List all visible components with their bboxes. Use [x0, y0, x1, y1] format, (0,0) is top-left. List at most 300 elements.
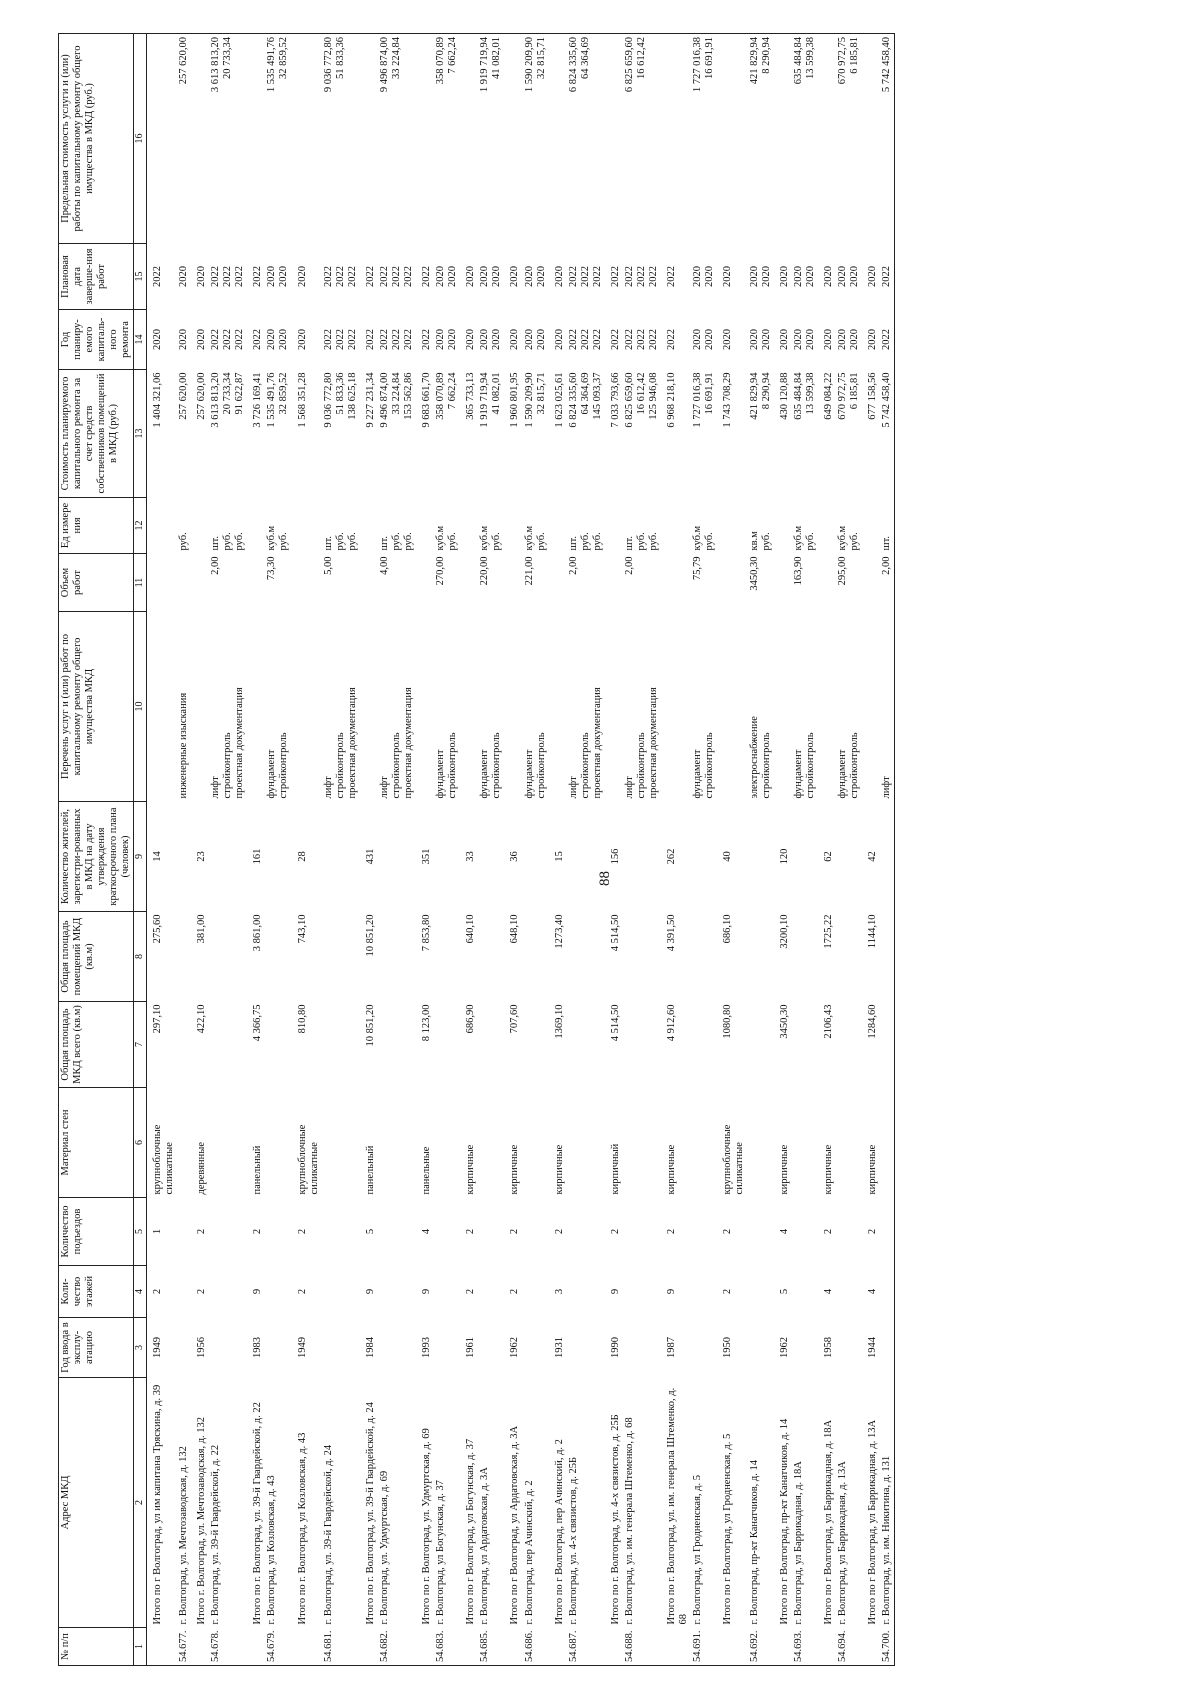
address: Итого по г. Волгоград, ул. 39-й Гвардейской, д. 22 [252, 1402, 264, 1625]
repair-year-line: 2020 [804, 329, 816, 350]
residents: 161 [252, 848, 264, 865]
completion-year [605, 244, 623, 310]
cost [717, 370, 747, 498]
unit-line: руб. [579, 532, 591, 551]
unit [661, 498, 691, 554]
work-type [177, 612, 191, 802]
floors [378, 1266, 416, 1318]
limit-cost [792, 34, 818, 244]
cost-line: 3 726 169,41 [252, 372, 264, 428]
work-volume-line: 220,00 [479, 556, 491, 586]
item-row [691, 34, 717, 1666]
completion-year-line: 2022 [666, 266, 678, 287]
limit-cost [360, 34, 378, 244]
work-volume-line [335, 557, 347, 609]
completion-year [434, 244, 460, 310]
cost [774, 370, 792, 498]
total-area [880, 1002, 895, 1088]
residents: 156 [609, 848, 621, 865]
work-type-line: стройконтроль [636, 732, 647, 799]
repair-year [792, 310, 818, 370]
row-number [460, 1628, 478, 1666]
wall-material: кирпичные [666, 1144, 678, 1195]
residents [322, 802, 360, 912]
cost [292, 370, 322, 498]
cost [523, 370, 549, 498]
premises-area [748, 912, 774, 1002]
repair-year [146, 310, 177, 370]
unit-line: руб. [704, 532, 716, 551]
row-number [146, 1628, 177, 1666]
entrances: 2 [196, 1228, 208, 1235]
work-volume-line [278, 557, 290, 609]
cost-line: 6 968 218,10 [666, 372, 678, 428]
total-area: 810,80 [296, 1004, 308, 1034]
floors [748, 1266, 774, 1318]
work-volume-line [196, 557, 208, 609]
completion-year-line: 2022 [567, 266, 579, 287]
cost [265, 370, 291, 498]
unit [836, 498, 862, 554]
wall-material [378, 1088, 416, 1198]
repair-year-line: 2020 [692, 329, 704, 350]
repair-year [661, 310, 691, 370]
cost-line: 358 070,89 [435, 372, 447, 420]
limit-cost-line: 33 224,84 [390, 37, 402, 79]
floors [836, 1266, 862, 1318]
wall-material [523, 1088, 549, 1198]
total-area: 1369,10 [553, 1004, 565, 1039]
limit-cost-line: 32 859,52 [278, 37, 290, 79]
entrances [523, 1198, 549, 1266]
repair-year-line: 2020 [447, 329, 459, 350]
rotated-table-canvas [58, 34, 1188, 1666]
cost-line: 670 972,75 [836, 372, 848, 420]
cost-line: 16 691,91 [704, 372, 716, 415]
row-number [717, 1628, 747, 1666]
work-volume-line: 2,00 [881, 556, 893, 575]
limit-cost-line: 670 972,75 [836, 37, 848, 85]
repair-year [623, 310, 661, 370]
limit-cost [818, 34, 836, 244]
premises-area: 4 391,50 [666, 914, 678, 952]
unit [416, 498, 434, 554]
year-built [792, 1318, 818, 1378]
address: Итого по г Волгоград, пр-кт Канатчиков, д. 14 [778, 1418, 790, 1625]
limit-cost-line: 13 599,38 [804, 37, 816, 79]
address: Итого по г Волгоград, ул Ардатовская, д. 3А [509, 1425, 521, 1625]
unit [504, 498, 522, 554]
unit [748, 498, 774, 554]
residents [209, 802, 247, 912]
cost-line: 7 662,24 [447, 372, 459, 410]
work-type [661, 612, 691, 802]
repair-year [549, 310, 567, 370]
completion-year-line: 2022 [346, 266, 358, 287]
unit [378, 498, 416, 554]
work-type-line: лифт [210, 776, 222, 799]
work-type [322, 612, 360, 802]
work-type-line: фундамент [792, 749, 804, 799]
work-type-line: стройконтроль [760, 732, 772, 799]
work-volume [434, 554, 460, 612]
unit-line [465, 501, 477, 551]
completion-year-line: 2022 [609, 266, 621, 287]
work-type-line: фундамент [836, 749, 848, 799]
repair-year [416, 310, 434, 370]
repair-year-line: 2020 [722, 329, 734, 350]
address: г. Волгоград, ул. им. генерала Штеменко, д. 68 [623, 1417, 635, 1625]
work-type [478, 612, 504, 802]
work-volume [460, 554, 478, 612]
premises-area [478, 912, 504, 1002]
work-volume-line [491, 557, 503, 609]
entrances [378, 1198, 416, 1266]
cost-line: 257 620,00 [178, 372, 189, 420]
premises-area [792, 912, 818, 1002]
entrances: 2 [609, 1228, 621, 1235]
premises-area [209, 912, 247, 1002]
address: Итого по г Волгоград, ул Гродненская, д. 5 [722, 1433, 734, 1625]
entrances: 4 [421, 1228, 433, 1235]
residents: 28 [296, 851, 308, 862]
cost-line: 3 613 813,20 [210, 372, 222, 428]
limit-cost-line: 32 815,71 [535, 37, 547, 79]
row-number: 54.682. [378, 1628, 416, 1666]
cost [504, 370, 522, 498]
cost [146, 370, 177, 498]
work-type-line: стройконтроль [334, 732, 346, 799]
residents [792, 802, 818, 912]
entrances [748, 1198, 774, 1266]
completion-year-line: 2020 [523, 266, 535, 287]
limit-cost-line [779, 37, 791, 241]
residents [378, 802, 416, 912]
wall-material [322, 1088, 360, 1198]
repair-year-line: 2020 [535, 329, 547, 350]
residents [748, 802, 774, 912]
premises-area: 7 853,80 [421, 914, 433, 952]
unit [292, 498, 322, 554]
cost [818, 370, 836, 498]
cost-line: 677 158,56 [867, 372, 878, 420]
cost-line: 33 224,84 [390, 372, 402, 415]
unit-line: руб. [178, 532, 189, 551]
row-number [360, 1628, 378, 1666]
limit-cost [292, 34, 322, 244]
total-row [247, 34, 265, 1666]
cost [748, 370, 774, 498]
address: Итого по г. Волгоград, ул. 39-й Гвардейской, д. 24 [364, 1402, 376, 1625]
unit-line [722, 501, 734, 551]
column-number: 1 [134, 1628, 147, 1666]
entrances [434, 1198, 460, 1266]
address: г. Волгоград, пер Ачинский, д. 2 [523, 1480, 535, 1625]
work-type-line: стройконтроль [704, 732, 716, 799]
row-number [191, 1628, 209, 1666]
cost [177, 370, 191, 498]
row-number [862, 1628, 880, 1666]
completion-year-line: 2020 [553, 266, 565, 287]
cost-line: 125 946,08 [648, 372, 660, 420]
limit-cost-line [403, 37, 415, 241]
wall-material: деревянные [196, 1141, 208, 1195]
unit-line [365, 501, 377, 551]
repair-year-line: 2020 [792, 329, 804, 350]
completion-year-line: 2022 [881, 266, 893, 287]
repair-year-line: 2020 [491, 329, 503, 350]
unit-line: руб. [278, 532, 290, 551]
unit-line: руб. [222, 532, 234, 551]
floors: 9 [421, 1288, 433, 1295]
total-row [360, 34, 378, 1666]
column-number: 14 [134, 310, 147, 370]
work-volume-line [666, 557, 678, 609]
wall-material [836, 1088, 862, 1198]
total-area: 4 514,50 [609, 1004, 621, 1042]
row-number [247, 1628, 265, 1666]
residents: 23 [196, 851, 208, 862]
limit-cost-line [722, 37, 734, 241]
item-row [322, 34, 360, 1666]
row-number: 54.688. [623, 1628, 661, 1666]
address: Итого по г Волгоград, ул Баррикадная, д. 18А [822, 1419, 834, 1625]
completion-year-line: 2020 [435, 266, 447, 287]
completion-year-line: 2020 [848, 266, 860, 287]
completion-year-line: 2020 [692, 266, 704, 287]
repair-year-line: 2022 [881, 329, 893, 350]
year-built: 1962 [778, 1337, 790, 1358]
unit-line [421, 501, 433, 551]
unit-line: шт. [623, 535, 635, 551]
work-volume-line [234, 557, 246, 609]
item-row [177, 34, 191, 1666]
unit-line: руб. [760, 532, 772, 551]
floors [478, 1266, 504, 1318]
work-volume-line [704, 557, 716, 609]
unit-line [152, 501, 164, 551]
row-number [549, 1628, 567, 1666]
work-volume-line: 295,00 [836, 556, 848, 586]
cost [322, 370, 360, 498]
year-built [177, 1318, 191, 1378]
repair-year-line: 2022 [609, 329, 621, 350]
address: Итого г. Волгоград, ул. Мечтозаводская, д. 132 [196, 1416, 208, 1625]
premises-area: 10 851,20 [364, 914, 376, 957]
address: г. Волгоград, ул. 39-й Гвардейской, д. 24 [322, 1444, 334, 1625]
repair-year-line: 2022 [567, 329, 579, 350]
cost [378, 370, 416, 498]
work-volume-line: 2,00 [623, 556, 635, 575]
column-header: Материал стен [59, 1088, 134, 1198]
total-area: 1284,60 [867, 1004, 878, 1039]
work-volume [191, 554, 209, 612]
column-number: 13 [134, 370, 147, 498]
completion-year-line: 2022 [334, 266, 346, 287]
repair-year [818, 310, 836, 370]
completion-year-line: 2022 [648, 266, 660, 287]
year-built [567, 1318, 605, 1378]
item-row [378, 34, 416, 1666]
work-type [717, 612, 747, 802]
item-row [836, 34, 862, 1666]
wall-material [748, 1088, 774, 1198]
row-number: 54.693. [792, 1628, 818, 1666]
work-type [880, 612, 895, 802]
unit-line: кв.м [748, 531, 760, 551]
year-built: 1950 [722, 1337, 734, 1358]
limit-cost-line: 1 727 016,38 [692, 37, 704, 93]
wall-material: крупноблочные силикатные [722, 1124, 746, 1195]
total-area: 3450,30 [778, 1004, 790, 1039]
address: г. Волгоград, ул Гродненская, д. 5 [692, 1474, 704, 1625]
year-built: 1949 [151, 1337, 163, 1358]
row-number [416, 1628, 434, 1666]
work-volume-line [252, 557, 264, 609]
unit-line: руб. [648, 532, 660, 551]
limit-cost [247, 34, 265, 244]
work-type-line: стройконтроль [579, 732, 591, 799]
unit-line: куб.м [836, 525, 848, 551]
completion-year [504, 244, 522, 310]
work-volume-line [805, 557, 817, 609]
unit-line: руб. [234, 532, 246, 551]
item-row [623, 34, 661, 1666]
work-volume-line [554, 557, 566, 609]
limit-cost-line: 51 833,36 [334, 37, 346, 79]
limit-cost-line [823, 37, 835, 241]
cost-line: 1 535 491,76 [266, 372, 278, 428]
premises-area: 1144,10 [867, 914, 878, 949]
column-number: 15 [134, 244, 147, 310]
entrances: 2 [509, 1228, 521, 1235]
unit-line: шт. [881, 535, 893, 551]
cost [416, 370, 434, 498]
address: г. Волгоград, ул Баррикадная, д. 13А [836, 1461, 848, 1625]
residents [880, 802, 895, 912]
work-volume-line [648, 557, 660, 609]
total-row [549, 34, 567, 1666]
cost-line: 257 620,00 [196, 372, 208, 420]
repair-year-line: 2022 [579, 329, 591, 350]
repair-year-line: 2022 [403, 329, 414, 350]
cost-line: 9 227 231,34 [364, 372, 376, 428]
work-volume [416, 554, 434, 612]
repair-year [862, 310, 880, 370]
unit-line [252, 501, 264, 551]
limit-cost [836, 34, 862, 244]
completion-year [322, 244, 360, 310]
total-area: 2106,43 [822, 1004, 834, 1039]
wall-material [880, 1088, 895, 1198]
unit-line: куб.м [792, 525, 804, 551]
work-type-line [722, 615, 734, 799]
cost-line: 5 742 458,40 [881, 372, 893, 428]
limit-cost-line [554, 37, 566, 241]
item-row [434, 34, 460, 1666]
cost-line: 6 824 335,60 [567, 372, 579, 428]
work-type-line [779, 615, 791, 799]
premises-area [567, 912, 605, 1002]
cost-line: 32 815,71 [535, 372, 547, 415]
completion-year [523, 244, 549, 310]
completion-year-line: 2022 [151, 266, 163, 287]
work-volume-line [580, 557, 592, 609]
column-number: 4 [134, 1266, 147, 1318]
residents [523, 802, 549, 912]
cost [567, 370, 605, 498]
wall-material: кирпичные [867, 1144, 878, 1195]
limit-cost-line: 16 691,91 [704, 37, 716, 79]
year-built: 1956 [196, 1337, 208, 1358]
limit-cost-line [347, 37, 359, 241]
limit-cost [605, 34, 623, 244]
unit-line [196, 501, 208, 551]
residents: 62 [822, 851, 834, 862]
floors [322, 1266, 360, 1318]
work-type [191, 612, 209, 802]
completion-year [880, 244, 895, 310]
row-number: 54.687. [567, 1628, 605, 1666]
work-volume-line [509, 557, 521, 609]
row-number: 54.692. [748, 1628, 774, 1666]
repair-year-line: 2022 [346, 329, 358, 350]
repair-year [265, 310, 291, 370]
year-built: 1987 [666, 1337, 678, 1358]
work-type-line [421, 615, 433, 799]
year-built [880, 1318, 895, 1378]
work-volume-line [178, 557, 190, 609]
floors [623, 1266, 661, 1318]
unit [691, 498, 717, 554]
premises-area [836, 912, 862, 1002]
unit-line: куб.м [692, 525, 704, 551]
cost-line: 138 625,18 [346, 372, 358, 420]
column-header: Адрес МКД [59, 1378, 134, 1628]
total-area [748, 1002, 774, 1088]
repair-year-line: 2020 [848, 329, 860, 350]
residents [691, 802, 717, 912]
completion-year [691, 244, 717, 310]
completion-year-line: 2020 [465, 266, 477, 287]
work-volume [880, 554, 895, 612]
wall-material [177, 1088, 191, 1198]
year-built [523, 1318, 549, 1378]
unit [818, 498, 836, 554]
total-area [378, 1002, 416, 1088]
unit [717, 498, 747, 554]
floors [434, 1266, 460, 1318]
unit [247, 498, 265, 554]
cost-line: 1 590 209,90 [523, 372, 535, 428]
work-volume [322, 554, 360, 612]
premises-area [880, 912, 895, 1002]
total-row [774, 34, 792, 1666]
work-type-line: фундамент [692, 749, 704, 799]
completion-year-line: 2020 [296, 266, 308, 287]
year-built [265, 1318, 291, 1378]
column-header: № п/п [59, 1628, 134, 1666]
premises-area [434, 912, 460, 1002]
repair-year-line: 2022 [252, 329, 264, 350]
limit-cost [265, 34, 291, 244]
address: г. Волгоград, ул. им. Никитина, д. 131 [880, 1378, 895, 1628]
completion-year-line: 2022 [234, 266, 246, 287]
limit-cost-line: 41 082,01 [491, 37, 503, 79]
limit-cost [460, 34, 478, 244]
entrances: 2 [666, 1228, 678, 1235]
total-area [322, 1002, 360, 1088]
